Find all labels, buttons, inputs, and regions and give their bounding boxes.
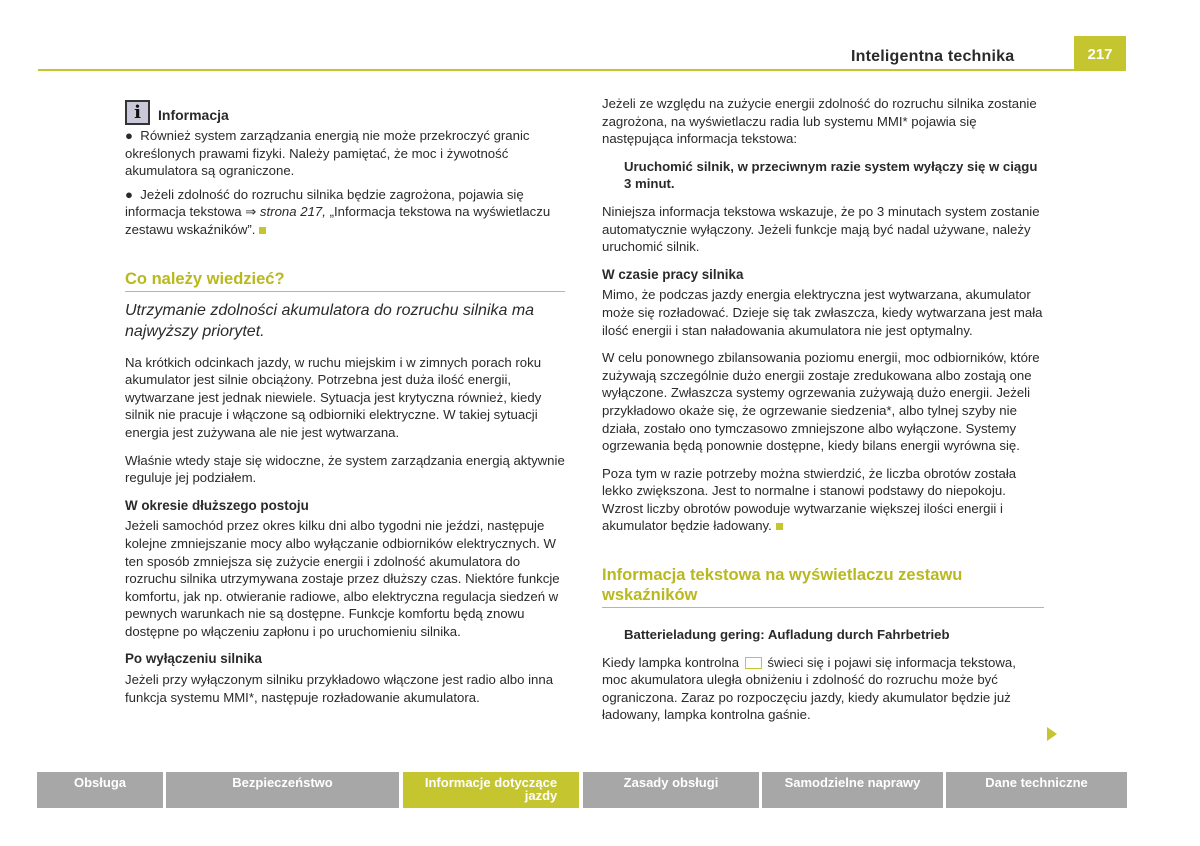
info-title: Informacja (158, 106, 229, 123)
nav-tab-label: Samodzielne naprawy (784, 775, 921, 790)
paragraph: W celu ponownego zbilansowania poziomu energii, moc odbiorników, które zużywają szczególnie dużo energii zostaje zredukowana albo zostają one wyłączone. Zwłaszcza systemy ogrzewania zużywają dużo energii. Jeżeli przykładowo okaże się, że ogrzewanie siedzenia*, albo tylnej szyby nie działa, zostało ono tymczasowo zmniejszone albo wyłączone. Systemy ogrzewania będą ponownie dostępne, kiedy bilans energii wyrówna się. (602, 350, 1040, 454)
end-mark-icon (259, 227, 266, 234)
section-heading-what-to-know: Co należy wiedzieć? (125, 269, 565, 292)
info-bullet-2-post: „Informacja tekstowa na wyświetlaczu zestawu wskaźników”. (125, 204, 551, 237)
nav-tab-dane-techniczne[interactable] (946, 772, 1127, 808)
nav-tab-label: Dane techniczne (985, 775, 1088, 790)
section-subtitle: Utrzymanie zdolności akumulatora do rozruchu silnika ma najwyższy priorytet. (125, 301, 535, 340)
next-page-arrow-icon[interactable] (1047, 727, 1057, 741)
nav-tab-zasady-obslugi[interactable] (583, 772, 759, 808)
warning-message: Uruchomić silnik, w przeciwnym razie system wyłączy się w ciągu 3 minut. (624, 158, 1038, 192)
nav-tab-label: Bezpieczeństwo (232, 775, 333, 790)
page-reference-link[interactable]: strona 217, (259, 204, 326, 220)
paragraph: Na krótkich odcinkach jazdy, w ruchu miejskim i w zimnych porach roku akumulator jest silnie obciążony. Potrzebna jest duża ilość energii, wytwarzane jest jednak niewiele. Sytuacja jest krytyczna również, kiedy silnik nie pracuje i włączone są odbiorniki elektryczne. W takiej sytuacji energia jest zużywana ale nie jest wytwarzana. (125, 354, 542, 440)
end-mark-icon (776, 523, 783, 530)
info-icon: i (125, 100, 150, 125)
info-bullet-2-pre: Jeżeli zdolność do rozruchu silnika będzie zagrożona, pojawia się informacja tekstowa ⇒ (125, 186, 524, 220)
nav-tab-bezpieczenstwo[interactable] (166, 772, 399, 808)
warning-lamp-icon (745, 657, 762, 669)
subheading-engine-off: Po wyłączeniu silnika (125, 651, 262, 667)
paragraph: Jeżeli przy wyłączonym silniku przykładowo włączone jest radio albo inna funkcja systemu MMI*, następuje rozładowanie akumulatora. (125, 672, 554, 705)
paragraph (602, 465, 1044, 535)
info-bullet-2: ● Jeżeli zdolność do rozruchu silnika będzie zagrożona, pojawia się informacja tekstowa ⇒ strona 217, „Informacja tekstowa na wyświetlaczu zestawu wskaźników”. (125, 186, 551, 237)
nav-tab-label: Obsługa (73, 775, 126, 790)
subheading-long-parking: W okresie dłuższego postoju (125, 497, 309, 513)
paragraph: Jeżeli samochód przez okres kilku dni albo tygodni nie jeździ, następuje kolejne zmniejszanie mocy albo wyłączanie odbiorników elektrycznych. W ten sposób zmniejsza się zużycie energii i zdolność akumulatora do rozruchu silnika utrzymywana zostaje przez dłuższy czas. Niektóre funkcje komfortu, jak np. otwieranie radiowe, albo elektryczna regulacja siedzeń w pewnych warunkach nie są dostępne. Funkcje komfortu będą znowu dostępne po włączeniu zapłonu i po uruchomieniu silnika. (125, 518, 560, 639)
nav-tab-label-line1: Informacje dotyczące (424, 775, 558, 790)
paragraph-post: świeci się i pojawi się informacja tekstowa, moc akumulatora uległa obniżeniu i zdolność do rozruchu może być ograniczona. Zaraz po rozpoczęciu jazdy, kiedy akumulator będzie już ładowany, lampka kontrolna gaśnie. (602, 654, 1016, 723)
nav-tab-samodzielne-naprawy[interactable] (762, 772, 943, 808)
running-header: Inteligentna technika (851, 48, 1015, 65)
paragraph: Właśnie wtedy staje się widoczne, że system zarządzania energią aktywnie reguluje jej podziałem. (125, 452, 565, 486)
header-rule (38, 69, 1126, 71)
nav-tab-informacje-jazdy[interactable] (403, 772, 579, 808)
paragraph: Niniejsza informacja tekstowa wskazuje, że po 3 minutach system zostanie automatycznie wyłączony. Jeżeli funkcje mają być nadal używane, należy uruchomić silnik. (602, 203, 1040, 255)
paragraph-pre: Kiedy lampka kontrolna (602, 654, 740, 670)
paragraph (602, 654, 1044, 724)
display-message: Batterieladung gering: Aufladung durch Fahrbetrieb (624, 627, 950, 643)
info-bullet-1: ● Również system zarządzania energią nie może przekroczyć granic określonych prawami fizyki. Należy pamiętać, że moc i żywotność akumulatora są ograniczone. (125, 128, 530, 179)
nav-tab-label (425, 772, 558, 808)
nav-tab-obsluga[interactable] (37, 772, 163, 808)
nav-tab-label-line2: jazdy (524, 788, 558, 803)
paragraph-text: Poza tym w razie potrzeby można stwierdzić, że liczba obrotów została lekko zwiększona. Jest to normalne i stanowi podstawy do niepokoju. Wzrost liczby obrotów powoduje wytwarzanie większej ilości energii i akumulator będzie ładowany. (602, 465, 1017, 534)
page-number: 217 (1074, 36, 1126, 69)
info-box-header (125, 100, 565, 125)
paragraph: Mimo, że podczas jazdy energia elektryczna jest wytwarzana, akumulator może się rozładować. Dzieje się tak zwłaszcza, kiedy wytwarzana jest mała ilość energii i stan naładowania akumulatora nie jest optymalny. (602, 287, 1043, 338)
section-heading-display-message: Informacja tekstowa na wyświetlaczu zestawu wskaźników (602, 565, 1044, 608)
paragraph: Jeżeli ze względu na zużycie energii zdolność do rozruchu silnika zostanie zagrożona, na wyświetlaczu radia lub systemu MMI* pojawia się następująca informacja tekstowa: (602, 96, 1037, 147)
left-column (125, 100, 565, 716)
nav-tab-label: Zasady obsługi (623, 775, 719, 790)
right-column (602, 95, 1044, 734)
info-bullet-1-text: Również system zarządzania energią nie może przekroczyć granic określonych prawami fizyki. Należy pamiętać, że moc i żywotność akumulatora są ograniczone. (125, 128, 530, 179)
subheading-engine-running: W czasie pracy silnika (602, 266, 744, 282)
